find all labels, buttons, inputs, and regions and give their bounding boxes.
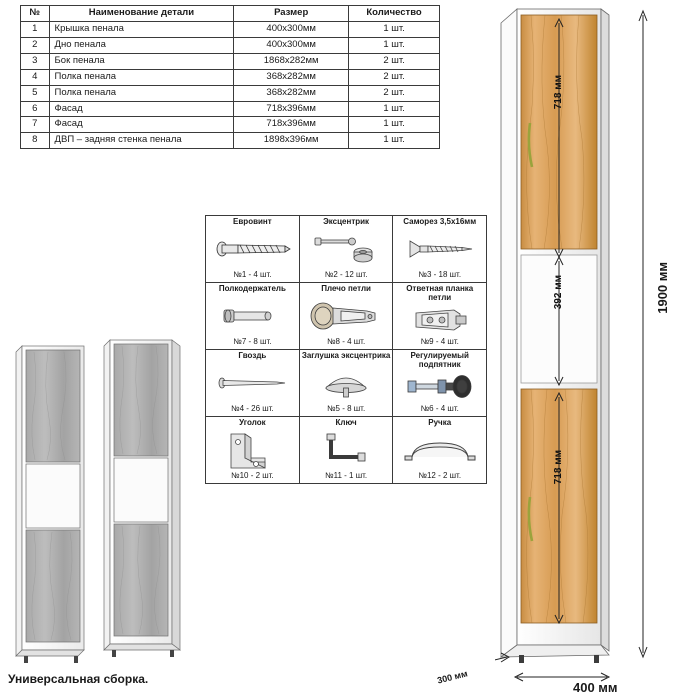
hardware-cell-corner-bracket	[206, 417, 300, 484]
cell-qty: 1 шт.	[349, 37, 440, 53]
shelf-support-icon	[207, 294, 298, 338]
hardware-qty: №4 - 26 шт.	[231, 404, 274, 414]
cell-num: 3	[21, 53, 50, 69]
col-header-num: №	[21, 6, 50, 22]
cell-qty: 1 шт.	[349, 21, 440, 37]
hardware-title: Заглушка эксцентрика	[301, 351, 391, 360]
dim-door-top: 718 мм	[553, 75, 564, 110]
dim-door-bottom: 718 мм	[553, 450, 564, 485]
hardware-row	[206, 283, 487, 350]
table-row	[21, 85, 440, 101]
hardware-title: Уголок	[239, 418, 266, 427]
hardware-qty: №10 - 2 шт.	[231, 471, 274, 481]
cell-name: Бок пенала	[49, 53, 234, 69]
cell-name: Дно пенала	[49, 37, 234, 53]
self-tapping-screw-icon	[394, 227, 485, 271]
hardware-title: Евровинт	[233, 217, 272, 226]
hinge-plate-icon	[394, 303, 485, 339]
hardware-title: Регулируемый подпятник	[410, 351, 469, 369]
cell-size: 718х396мм	[234, 101, 349, 117]
hardware-cell-nail	[206, 350, 300, 417]
hardware-row	[206, 350, 487, 417]
cell-size: 400х300мм	[234, 21, 349, 37]
cell-name: Полка пенала	[49, 69, 234, 85]
cell-size: 400х300мм	[234, 37, 349, 53]
hardware-qty: №12 - 2 шт.	[418, 471, 462, 481]
hardware-title: Ответная планка петли	[406, 284, 474, 302]
hardware-title: Эксцентрик	[323, 217, 370, 226]
cell-name: Полка пенала	[49, 85, 234, 101]
dimension-overlay	[495, 5, 700, 700]
hardware-title: Ручка	[428, 418, 452, 427]
table-row	[21, 21, 440, 37]
cell-qty: 2 шт.	[349, 85, 440, 101]
cell-num: 4	[21, 69, 50, 85]
grey-wardrobe-illustration	[8, 330, 198, 670]
hardware-qty: №11 - 1 шт.	[325, 471, 368, 481]
cell-name: Фасад	[49, 101, 234, 117]
hardware-cell-cam-cap	[299, 350, 393, 417]
hardware-qty: №3 - 18 шт.	[418, 270, 462, 280]
confirmat-screw-icon	[207, 227, 298, 271]
hardware-title: Ключ	[335, 418, 357, 427]
cell-qty: 2 шт.	[349, 69, 440, 85]
cell-qty: 1 шт.	[349, 117, 440, 133]
hardware-qty: №8 - 4 шт.	[326, 337, 366, 347]
cell-size: 1868х282мм	[234, 53, 349, 69]
cell-name: ДВП – задняя стенка пенала	[49, 133, 234, 149]
hardware-title: Саморез 3,5х16мм	[403, 217, 477, 226]
hardware-qty: №7 - 8 шт.	[233, 337, 272, 347]
universal-assembly-caption: Универсальная сборка.	[8, 672, 149, 686]
dim-total-height: 1900 мм	[655, 262, 670, 314]
parts-table	[20, 5, 440, 149]
hardware-cell-handle	[393, 417, 487, 484]
handle-icon	[394, 428, 485, 472]
cell-num: 2	[21, 37, 50, 53]
cell-qty: 1 шт.	[349, 133, 440, 149]
dim-middle-gap: 392 мм	[553, 275, 564, 310]
nail-icon	[207, 361, 298, 405]
table-row	[21, 133, 440, 149]
col-header-qty: Количество	[349, 6, 440, 22]
cell-qty: 1 шт.	[349, 101, 440, 117]
hardware-qty: №6 - 4 шт.	[420, 404, 459, 414]
hardware-qty: №9 - 4 шт.	[420, 337, 459, 347]
cell-num: 6	[21, 101, 50, 117]
cell-num: 8	[21, 133, 50, 149]
cell-name: Фасад	[49, 117, 234, 133]
hinge-arm-icon	[301, 294, 392, 338]
hardware-cell-hinge-arm	[299, 283, 393, 350]
hardware-cell-shelf-support	[206, 283, 300, 350]
hardware-qty: №2 - 12 шт.	[324, 270, 368, 280]
dim-width: 400 мм	[573, 680, 618, 695]
table-row	[21, 117, 440, 133]
hardware-row	[206, 216, 487, 283]
col-header-size: Размер	[234, 6, 349, 22]
cell-size: 368х282мм	[234, 69, 349, 85]
hardware-cell-adjustable-foot	[393, 350, 487, 417]
cell-name: Крышка пенала	[49, 21, 234, 37]
hardware-row	[206, 417, 487, 484]
table-header-row	[21, 6, 440, 22]
corner-bracket-icon	[207, 428, 298, 472]
cell-qty: 2 шт.	[349, 53, 440, 69]
dim-depth: 300 мм	[436, 668, 469, 686]
cell-size: 1898х396мм	[234, 133, 349, 149]
table-row	[21, 101, 440, 117]
table-row	[21, 69, 440, 85]
cell-num: 7	[21, 117, 50, 133]
table-row	[21, 37, 440, 53]
hardware-qty: №1 - 4 шт.	[233, 270, 272, 280]
hardware-cell-cam-lock	[299, 216, 393, 283]
hardware-cell-hinge-plate	[393, 283, 487, 350]
col-header-name: Наименование детали	[49, 6, 234, 22]
hardware-title: Гвоздь	[238, 351, 267, 360]
cam-lock-icon	[301, 227, 392, 271]
hardware-cell-confirmat-screw	[206, 216, 300, 283]
cell-num: 5	[21, 85, 50, 101]
hardware-grid	[205, 215, 487, 484]
allen-key-icon	[301, 428, 392, 472]
hardware-title: Полкодержатель	[218, 284, 286, 293]
hardware-cell-self-tapping-screw	[393, 216, 487, 283]
adjustable-foot-icon	[394, 370, 485, 406]
cell-size: 718х396мм	[234, 117, 349, 133]
cell-num: 1	[21, 21, 50, 37]
hardware-qty: №5 - 8 шт.	[326, 404, 366, 414]
cam-cap-icon	[301, 361, 392, 405]
cell-size: 368х282мм	[234, 85, 349, 101]
table-row	[21, 53, 440, 69]
hardware-cell-allen-key	[299, 417, 393, 484]
hardware-title: Плечо петли	[321, 284, 371, 293]
